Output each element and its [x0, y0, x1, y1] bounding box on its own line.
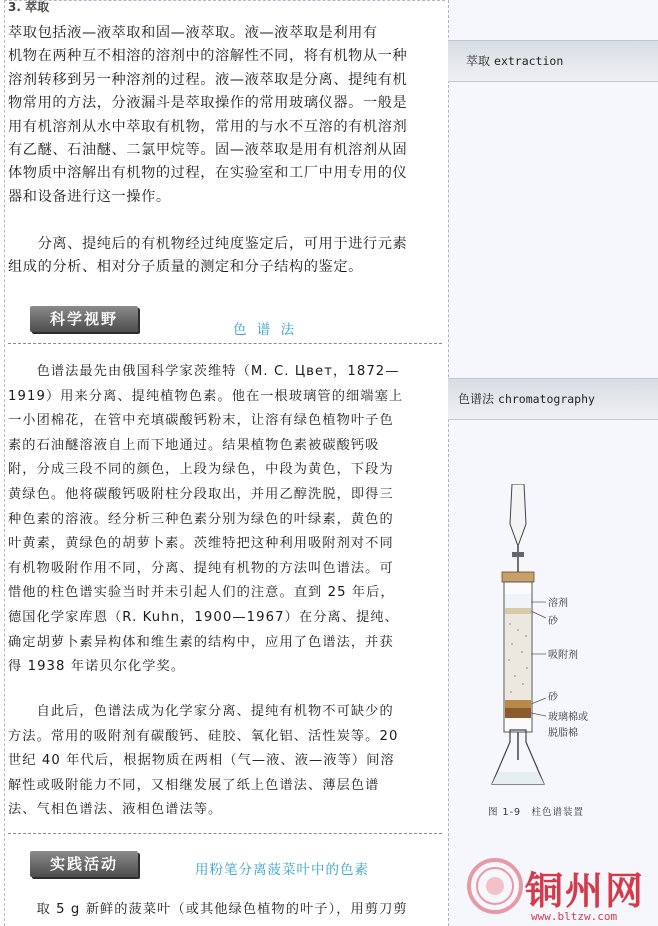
term-en: extraction — [494, 54, 564, 68]
section-divider — [8, 833, 442, 834]
text-line: 确定胡萝卜素异构体和维生素的结构中，应用了色谱法，并获 — [8, 634, 394, 650]
text-line: 1919）用来分离、提纯植物色素。他在一根玻璃管的细端塞上 — [8, 388, 404, 404]
chromatography-section-title: 色 谱 法 — [233, 322, 298, 338]
text-line: 取 5 g 新鲜的菠菜叶（或其他绿色植物的叶子），用剪刀剪 — [8, 902, 408, 917]
figure-label-adsorbent: 吸附剂 — [548, 650, 578, 661]
term-en: chromatography — [498, 392, 595, 406]
text-line: 惜他的柱色谱实验当时并未引起人们的注意。直到 25 年后， — [8, 585, 395, 601]
section-divider — [8, 343, 442, 344]
figure-label-solvent: 溶剂 — [548, 598, 568, 609]
term-zh: 萃取 — [466, 54, 491, 68]
text-line: 解性或吸附能力不同，又相继发展了纸上色谱法、薄层色谱 — [8, 777, 380, 793]
figure-label-sand-top: 砂 — [548, 616, 558, 627]
text-line: 叶黄素，黄绿色的胡萝卜素。茨维特把这种利用吸附剂对不同 — [8, 536, 394, 552]
text-line: 器和设备进行这一操作。 — [8, 188, 171, 205]
text-line: 种色素的溶液。经分析三种色素分别为绿色的叶绿素，黄色的 — [8, 511, 394, 527]
sidebar-divider — [448, 0, 449, 926]
text-line: 分离、提纯后的有机物经过纯度鉴定后，可用于进行元素 — [8, 236, 408, 252]
extraction-paragraph — [8, 22, 442, 209]
text-line: 附，分成三段不同的颜色，上段为绿色，中段为黄色，下段为 — [8, 462, 394, 478]
text-line: 世纪 40 年代后，根据物质在两相（气—液、液—液等）间溶 — [8, 753, 395, 769]
practice-activity-badge: 实践活动 — [30, 851, 138, 877]
text-line: 自此后，色谱法成为化学家分离、提纯有机物不可缺少的 — [8, 704, 394, 719]
text-line: 体物质中溶解出有机物的过程，在实验室和工厂中用专用的仪 — [8, 165, 408, 182]
text-line: 物常用的方法，分液漏斗是萃取操作的常用玻璃仪器。一般是 — [8, 95, 408, 112]
figure-caption: 图 1-9 柱色谱装置 — [488, 807, 585, 818]
text-line: 溶剂转移到另一种溶剂的过程。液—液萃取是分离、提纯有机 — [8, 71, 408, 88]
text-line: 法、气相色谱法、液相色谱法等。 — [8, 802, 223, 818]
term-extraction — [448, 40, 658, 82]
apparatus-diagram — [484, 484, 634, 794]
watermark-text: 铜州网 — [525, 868, 646, 913]
text-line: 有乙醚、石油醚、二氯甲烷等。固—液萃取是用有机溶剂从固 — [8, 142, 408, 159]
page-left-border — [4, 0, 5, 926]
text-line: 方法。常用的吸附剂有碳酸钙、硅胶、氧化铝、活性炭等。20 — [8, 728, 399, 744]
purity-paragraph — [8, 233, 442, 280]
column-chromatography-figure — [484, 484, 634, 794]
text-line: 用有机溶剂从水中萃取有机物，常用的与水不互溶的有机溶剂 — [8, 118, 408, 135]
figure-label-cotton: 脱脂棉 — [548, 728, 578, 739]
text-line: 组成的分析、相对分子质量的测定和分子结构的鉴定。 — [8, 259, 363, 276]
page-top-border — [4, 0, 445, 1]
text-line: 一小团棉花，在管中充填碳酸钙粉末，让溶有绿色植物叶子色 — [8, 413, 394, 429]
text-line: 色谱法最先由俄国科学家茨维特（M. C. Цвет，1872— — [8, 364, 400, 379]
text-line: 有机物吸附作用不同，分离、提纯有机物的方法叫色谱法。可 — [8, 560, 394, 576]
text-line: 萃取包括液—液萃取和固—液萃取。液—液萃取是利用有 — [8, 25, 378, 41]
practice-paragraph — [8, 898, 442, 923]
watermark-logo — [465, 854, 658, 926]
practice-section-title: 用粉笔分离菠菜叶中的色素 — [195, 862, 369, 878]
figure-label-glass-wool: 玻璃棉或 — [548, 712, 588, 723]
text-line: 机物在两种互不相溶的溶剂中的溶解性不同，将有机物从一种 — [8, 48, 408, 65]
science-vision-badge: 科学视野 — [30, 306, 138, 332]
term-zh: 色谱法 — [458, 392, 495, 406]
seal-icon — [465, 854, 525, 918]
chromatography-paragraph — [8, 360, 442, 680]
section-heading: 3. 萃取 — [8, 0, 50, 14]
text-line: 得 1938 年诺贝尔化学奖。 — [8, 659, 186, 675]
figure-label-sand-bottom: 砂 — [548, 692, 558, 703]
text-line: 德国化学家库恩（R. Kuhn，1900—1967）在分离、提纯、 — [8, 609, 399, 625]
chromatography-development-paragraph — [8, 700, 442, 823]
text-line: 素的石油醚溶液自上而下地通过。结果植物色素被碳酸钙吸 — [8, 437, 380, 453]
term-chromatography — [448, 378, 658, 420]
text-line: 黄绿色。他将碳酸钙吸附柱分段取出，并用乙醇洗脱，即得三 — [8, 486, 394, 502]
watermark-url: www.bltzw.com — [531, 910, 618, 923]
